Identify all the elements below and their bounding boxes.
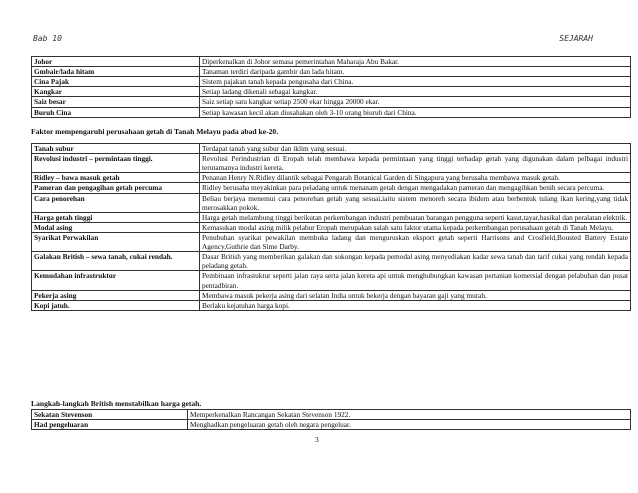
row-value-cell: Revolusi Perindustrian di Eropah telah membawa kepada permintaan yang tinggi terhadap getah yang digunakan dalam pelbagai industri terutamanya industri kereta.	[200, 154, 631, 173]
row-value-cell: Penubuhan syarikat pewakilan membuka ladang dan menguruskan eksport getah seperti Harrisons and Crosfield,Bousted Battery Estate Agency,Guthrie dan Sime Darby.	[200, 232, 631, 251]
table-faktor-getah	[31, 143, 631, 311]
table-row	[32, 87, 631, 97]
row-value-cell: Dasar British yang memberikan galakan dan sokongan kepada pemodal asing menyediakan kadar sewa tanah dan tarif cukai yang rendah kepada peladang getah.	[200, 252, 631, 271]
table-row	[32, 57, 631, 67]
row-value-cell: Diperkenalkan di Johor semasa pemerintahan Maharaja Abu Bakar.	[200, 57, 631, 67]
row-value-cell: Pembinaan infrastuktur seperti jalan raya serta jalan kereta api untuk menghubungkan kawasan pertanian komersial dengan pelabuhan dan pusat pentadbiran.	[200, 271, 631, 290]
row-value-cell: Memperkenalkan Rancangan Sekatan Stevenson 1922.	[188, 410, 631, 420]
row-key-cell: Revolusi industri – permintaan tinggi.	[32, 154, 200, 173]
row-value-cell: Setiap kawasan kecil akan diusahakan oleh 3-10 orang biuruh dari China.	[200, 107, 631, 117]
table-row	[32, 290, 631, 300]
row-value-cell: Berlaku kejatuhan harga kopi.	[200, 300, 631, 310]
row-key-cell: Gmbair/lada hitam	[32, 67, 200, 77]
row-key-cell: Kopi jatuh.	[32, 300, 200, 310]
row-value-cell: Saiz setiap satu kangkar setiap 2500 ekar hingga 20000 ekar.	[200, 97, 631, 107]
table-row	[32, 67, 631, 77]
table-row	[32, 252, 631, 271]
row-value-cell: Tanaman terdiri daripada gambir dan lada hitam.	[200, 67, 631, 77]
table-row	[32, 107, 631, 117]
table-row	[32, 222, 631, 232]
row-key-cell: Sekatan Stevenson	[32, 410, 188, 420]
table-row	[32, 193, 631, 212]
row-value-cell: Setiap ladang dikenali sebagai kangkar.	[200, 87, 631, 97]
row-key-cell: Kangkar	[32, 87, 200, 97]
table-row	[32, 420, 631, 430]
row-key-cell: Pameran dan pengagihan getah percuma	[32, 183, 200, 193]
row-key-cell: Tanah subur	[32, 144, 200, 154]
row-key-cell: Cina Pajak	[32, 77, 200, 87]
table-row	[32, 77, 631, 87]
row-value-cell: Ridley berusaha meyakinkan para peladang untuk menanam getah dengan mengadakan pameran dan mengagihkan benih secara percuma.	[200, 183, 631, 193]
section-heading-langkah: Langkah-langkah British menstabilkan harga getah.	[31, 399, 202, 408]
row-value-cell: Beliau berjaya menemui cara penorehan getah yang sesuai,iaitu sistem menoreh secara ibidem atau berbentuk tulang ikan kering,yang tidak merosakkan pokok.	[200, 193, 631, 212]
row-key-cell: Johor	[32, 57, 200, 67]
row-value-cell: Sistem pajakan tanah kepada pengusaha dari China.	[200, 77, 631, 87]
table-rumusan-johor	[31, 56, 631, 118]
table-row	[32, 212, 631, 222]
row-value-cell: Harga getah melambung tinggi berikutan perkembangan industri pembuatan barangan pengguna seperti kasut,tayar,basikal dan peralatan elektrik.	[200, 212, 631, 222]
row-value-cell: Membawa masuk pekerja asing dari selatan India untuk bekerja dengan bayaran gaji yang murah.	[200, 290, 631, 300]
table-row	[32, 410, 631, 420]
section-heading-faktor: Faktor mempengaruhi perusahaan getah di Tanah Melayu pada abad ke-20.	[31, 127, 279, 136]
row-value-cell: Kemasukan modal asing milik pelabur Eropah merupakan salah satu faktor utama kepada perkembangan perusahaan getah di Tanah Melayu.	[200, 222, 631, 232]
row-key-cell: Ridley – bawa masuk getah	[32, 173, 200, 183]
table-row	[32, 183, 631, 193]
row-value-cell: Penanan Henry N.Ridley dilantik sebagai Pengarah Botanical Garden di Singapura yang berusaha membawa masuk getah.	[200, 173, 631, 183]
row-key-cell: Cara penorehan	[32, 193, 200, 212]
table-row	[32, 97, 631, 107]
row-key-cell: Had pengeluaran	[32, 420, 188, 430]
header-right: SEJARAH	[559, 34, 593, 43]
row-key-cell: Saiz besar	[32, 97, 200, 107]
row-key-cell: Pekerja asing	[32, 290, 200, 300]
table-row	[32, 144, 631, 154]
header-left: Bab 10	[33, 34, 62, 43]
table-row	[32, 232, 631, 251]
row-key-cell: Modal asing	[32, 222, 200, 232]
table-langkah-british	[31, 409, 631, 430]
page-number: 3	[315, 435, 319, 444]
table-row	[32, 271, 631, 290]
row-key-cell: Kemudahan infrastruktur	[32, 271, 200, 290]
row-value-cell: Terdapat tanah yang subur dan iklim yang sesuai.	[200, 144, 631, 154]
row-key-cell: Buruh Cina	[32, 107, 200, 117]
table-row	[32, 300, 631, 310]
table-row	[32, 154, 631, 173]
row-key-cell: Harga getah tinggi	[32, 212, 200, 222]
row-value-cell: Menghadkan pengeluaran getah oleh negara pengeluar.	[188, 420, 631, 430]
row-key-cell: Syarikat Perwakilan	[32, 232, 200, 251]
row-key-cell: Galakan British – sewa tanah, cukai rendah.	[32, 252, 200, 271]
table-row	[32, 173, 631, 183]
